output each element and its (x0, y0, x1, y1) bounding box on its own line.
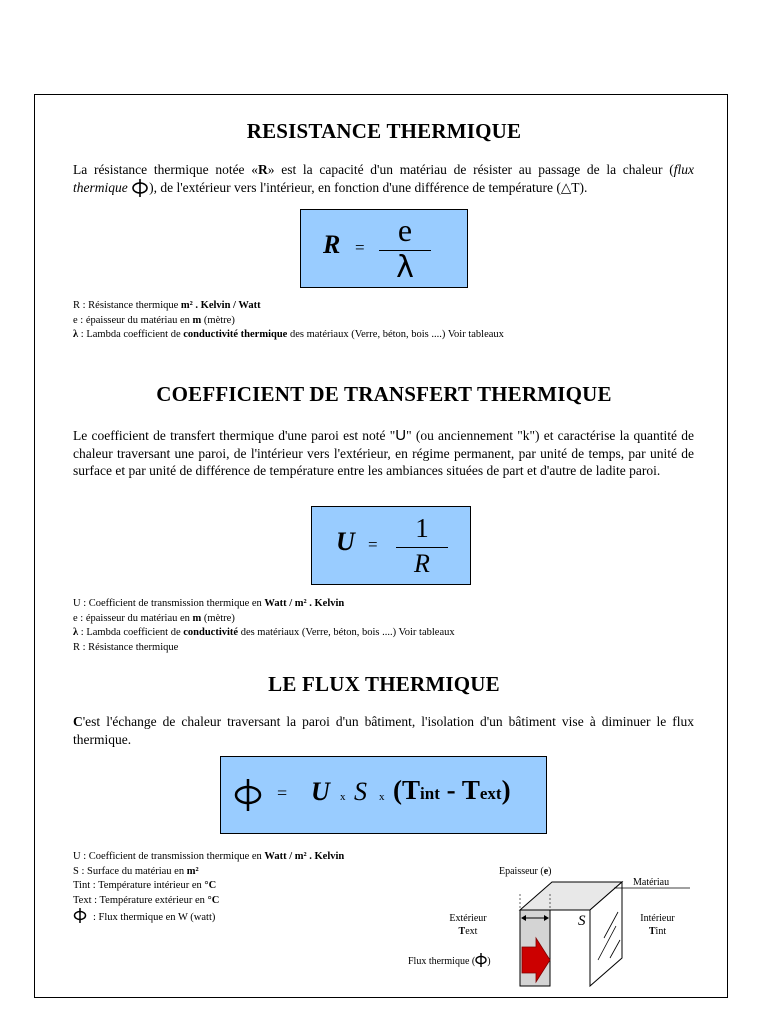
text: La résistance thermique notée « (73, 162, 259, 177)
legend-text: : Résistance thermique (82, 300, 181, 311)
heading-resistance: RESISTANCE THERMIQUE (246, 119, 522, 143)
legend-coefficient (73, 597, 455, 655)
formula-eq: = (368, 535, 378, 554)
label-exterieur (443, 912, 493, 938)
legend-item (73, 850, 344, 865)
legend-sym: λ (73, 627, 79, 638)
legend-unit: m (192, 314, 202, 326)
legend-item (73, 641, 455, 656)
formula-eq: = (277, 783, 288, 803)
legend-item (73, 894, 344, 909)
text: ). (579, 179, 588, 195)
heading-flux: LE FLUX THERMIQUE (268, 672, 500, 696)
legend-sym: U (73, 598, 81, 609)
legend-item (73, 612, 455, 627)
text: Le coefficient de transfert thermique d'une paroi est noté " (73, 428, 396, 443)
legend-flux (73, 850, 344, 926)
legend-text: : Lambda coefficient de (80, 329, 184, 340)
formula-numerator: 1 (415, 513, 429, 543)
legend-sym: R (73, 300, 81, 311)
heading-coefficient: COEFFICIENT DE TRANSFERT THERMIQUE (156, 382, 612, 406)
legend-sym: e (73, 314, 78, 326)
text-flux: flux thermique (73, 162, 694, 195)
legend-sym: Text (73, 894, 92, 906)
legend-text: : Température intérieur en (92, 880, 205, 891)
t-int: T (402, 775, 421, 805)
wall-diagram (500, 860, 720, 988)
formula-denominator: R (414, 549, 430, 578)
legend-item (73, 908, 344, 926)
formula-numerator: e (397, 212, 413, 248)
t-ext: T (461, 775, 480, 805)
legend-sym: Tint (73, 880, 91, 891)
legend-sym: e (73, 612, 78, 624)
legend-unit: °C (207, 894, 220, 906)
legend-item (73, 328, 504, 343)
paragraph-flux (73, 713, 694, 748)
formula-s: S (354, 777, 367, 806)
legend-unit: conductivité thermique (183, 329, 288, 340)
legend-tail: des matériaux (Verre, béton, bois ....) Voir tableaux (287, 329, 504, 340)
formula-resistance (300, 209, 468, 288)
legend-text: : Résistance thermique (82, 641, 179, 653)
label-text-ext (443, 925, 493, 938)
legend-item (73, 626, 455, 641)
formula-times: x (340, 791, 346, 803)
formula-lhs: R (323, 230, 341, 259)
formula-flux (220, 756, 547, 834)
legend-unit: Watt / m² . Kelvin (264, 598, 345, 609)
legend-unit: m² (186, 865, 199, 877)
text: ) (548, 866, 552, 877)
label-tint (630, 925, 685, 938)
paragraph-coefficient (73, 427, 694, 480)
paren-close: ) (501, 775, 511, 805)
phi-icon (73, 908, 87, 923)
paragraph-resistance (73, 161, 694, 197)
text: Epaisseur ( (499, 866, 544, 877)
delta-t: △T (560, 179, 580, 195)
text: ), de l'extérieur vers l'intérieur, en fonction d'une différence de température ( (149, 179, 561, 195)
minus: - (446, 775, 456, 805)
formula-expression (393, 775, 511, 806)
legend-text: : Coefficient de transmission thermique en (83, 598, 265, 609)
text: " (ou anciennement "k") et caractérise la quantité de chaleur traversant une paroi, de l'intérieur vers l'extérieur, en régime permanent, par unité de temps, par unité de surface et par unité de différence de température entre les ambiances situées de part et d'autre de ladite paroi. (73, 428, 694, 478)
text-ext: ext (465, 926, 478, 937)
legend-text: : épaisseur du matériau en (80, 612, 193, 624)
text: 'est l'échange de chaleur traversant la paroi d'un bâtiment, l'isolation d'un bâtiment vise à diminuer le flux thermique. (73, 714, 694, 747)
legend-text: : Température extérieur en (94, 894, 208, 906)
text: Intérieur (640, 913, 675, 924)
text: Flux thermique ( (408, 956, 476, 967)
legend-item (73, 299, 504, 314)
legend-unit: °C (204, 880, 217, 891)
paren-open: ( (393, 775, 402, 805)
legend-sym: R (73, 641, 81, 653)
legend-resistance (73, 299, 504, 343)
label-interieur (630, 912, 685, 938)
text-cap: C (73, 714, 83, 729)
formula-u: U (311, 777, 330, 806)
legend-item (73, 597, 455, 612)
legend-tail: des matériaux (Verre, béton, bois ....) Voir tableaux (238, 627, 455, 638)
formula-eq: = (355, 238, 365, 257)
text-t: T (458, 926, 466, 937)
phi-icon (475, 953, 487, 967)
fraction-bar (396, 547, 448, 548)
legend-unit: m² . Kelvin / Watt (180, 300, 261, 311)
legend-text: : épaisseur du matériau en (80, 314, 193, 326)
text-u: U (395, 427, 407, 444)
subscript-int: int (420, 784, 440, 803)
legend-text: : Lambda coefficient de (80, 627, 184, 638)
text-t: T (648, 926, 656, 937)
text: » est la capacité d'un matériau de résister au passage de la chaleur ( (267, 162, 674, 177)
text-e: e (543, 866, 549, 877)
phi-icon (233, 779, 263, 811)
text-r: R (258, 162, 268, 177)
legend-tail: (mètre) (201, 314, 235, 326)
text: Extérieur (449, 913, 487, 924)
legend-text: : Coefficient de transmission thermique en (83, 851, 265, 862)
legend-sym: λ (73, 329, 79, 340)
formula-lhs: U (336, 527, 355, 556)
formula-denominator: λ (396, 250, 414, 285)
legend-unit: conductivité (183, 627, 239, 638)
label-flux (408, 953, 491, 968)
legend-item (73, 865, 344, 880)
text-int: int (655, 926, 667, 937)
legend-sym: S (73, 865, 79, 877)
legend-text: : Surface du matériau en (81, 865, 187, 877)
label-epaisseur (499, 865, 552, 878)
legend-unit: Watt / m² . Kelvin (264, 851, 345, 862)
formula-coefficient (311, 506, 471, 585)
legend-text: : Flux thermique en W (watt) (93, 912, 216, 923)
label-surface: S (578, 913, 586, 929)
text: ) (487, 956, 491, 967)
legend-sym: U (73, 851, 81, 862)
label-materiau: Matériau (633, 877, 670, 888)
legend-item (73, 879, 344, 894)
phi-icon (131, 179, 149, 197)
legend-tail: (mètre) (201, 612, 235, 624)
formula-times: x (379, 791, 385, 803)
legend-unit: m (192, 612, 202, 624)
legend-item (73, 314, 504, 329)
subscript-ext: ext (479, 784, 502, 803)
